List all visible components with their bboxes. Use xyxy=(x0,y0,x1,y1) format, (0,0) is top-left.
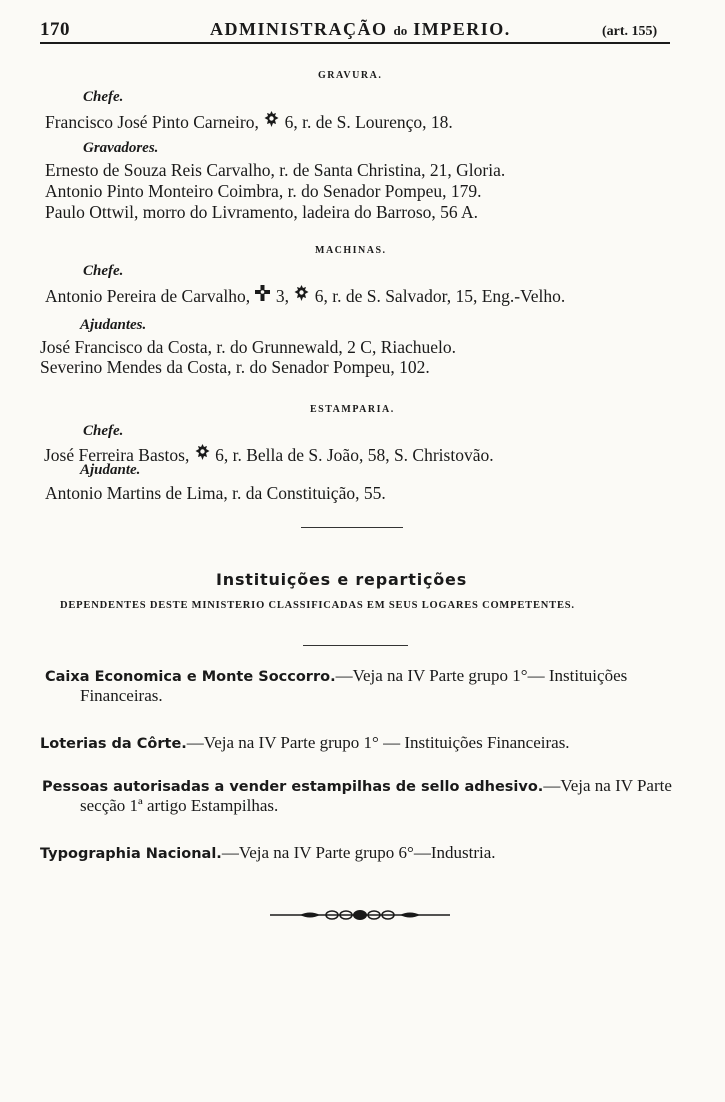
list-item: Severino Mendes da Costa, r. do Senador Pompeu, 102. xyxy=(40,357,430,377)
section-divider xyxy=(301,527,403,528)
institution-item: Loterias da Côrte.—Veja na IV Parte grupo 1° — Instituições Financeiras. xyxy=(40,733,570,752)
role-chefe: Chefe. xyxy=(83,263,124,279)
institution-item: Caixa Economica e Monte Soccorro.—Veja na IV Parte grupo 1°— Instituições xyxy=(45,666,628,685)
role-ajudantes: Ajudantes. xyxy=(80,317,147,333)
list-item: Antonio Pinto Monteiro Coimbra, r. do Senador Pompeu, 179. xyxy=(45,181,482,201)
entry-gravura-chefe: Francisco José Pinto Carneiro, 6, r. de S. Lourenço, 18. xyxy=(45,112,453,132)
entry-machinas-chefe: Antonio Pereira de Carvalho, 3, 6, r. de S. Salvador, 15, Eng.-Velho. xyxy=(45,286,566,306)
role-gravadores: Gravadores. xyxy=(83,140,159,156)
institution-item: Typographia Nacional.—Veja na IV Parte grupo 6°—Industria. xyxy=(40,843,496,862)
list-item: Paulo Ottwil, morro do Livramento, ladeira do Barroso, 56 A. xyxy=(45,202,479,222)
header-rule xyxy=(40,42,670,44)
list-item: Antonio Martins de Lima, r. da Constituição, 55. xyxy=(45,483,386,503)
role-chefe: Chefe. xyxy=(83,89,124,105)
ornament-divider xyxy=(270,908,450,922)
section-title-machinas: MACHINAS. xyxy=(315,245,387,256)
section-subheading: DEPENDENTES DESTE MINISTERIO CLASSIFICADAS EM SEUS LOGARES COMPETENTES. xyxy=(60,600,575,611)
section-heading: Instituições e repartições xyxy=(216,570,468,589)
section-title-estamparia: ESTAMPARIA. xyxy=(310,404,395,415)
cross-order-icon xyxy=(254,284,271,307)
page-number: 170 xyxy=(40,19,70,40)
section-title-gravura: GRAVURA. xyxy=(318,70,383,81)
rose-order-icon xyxy=(293,284,310,307)
running-title: ADMINISTRAÇÃO do IMPERIO. xyxy=(210,19,511,39)
entry-estamparia-chefe: José Ferreira Bastos, 6, r. Bella de S. João, 58, S. Christovão. xyxy=(44,445,494,465)
section-divider xyxy=(303,645,408,646)
institution-item-continuation: Financeiras. xyxy=(80,686,163,705)
article-reference: (art. 155) xyxy=(602,24,658,39)
list-item: José Francisco da Costa, r. do Grunnewald, 2 C, Riachuelo. xyxy=(40,337,457,357)
institution-item: Pessoas autorisadas a vender estampilhas de sello adhesivo.—Veja na IV Parte xyxy=(42,776,672,795)
institution-item-continuation: secção 1ª artigo Estampilhas. xyxy=(80,796,279,815)
rose-order-icon xyxy=(194,443,211,466)
role-chefe: Chefe. xyxy=(83,423,124,439)
rose-order-icon xyxy=(263,110,280,133)
role-ajudante: Ajudante. xyxy=(80,462,141,478)
list-item: Ernesto de Souza Reis Carvalho, r. de Santa Christina, 21, Gloria. xyxy=(45,160,506,180)
